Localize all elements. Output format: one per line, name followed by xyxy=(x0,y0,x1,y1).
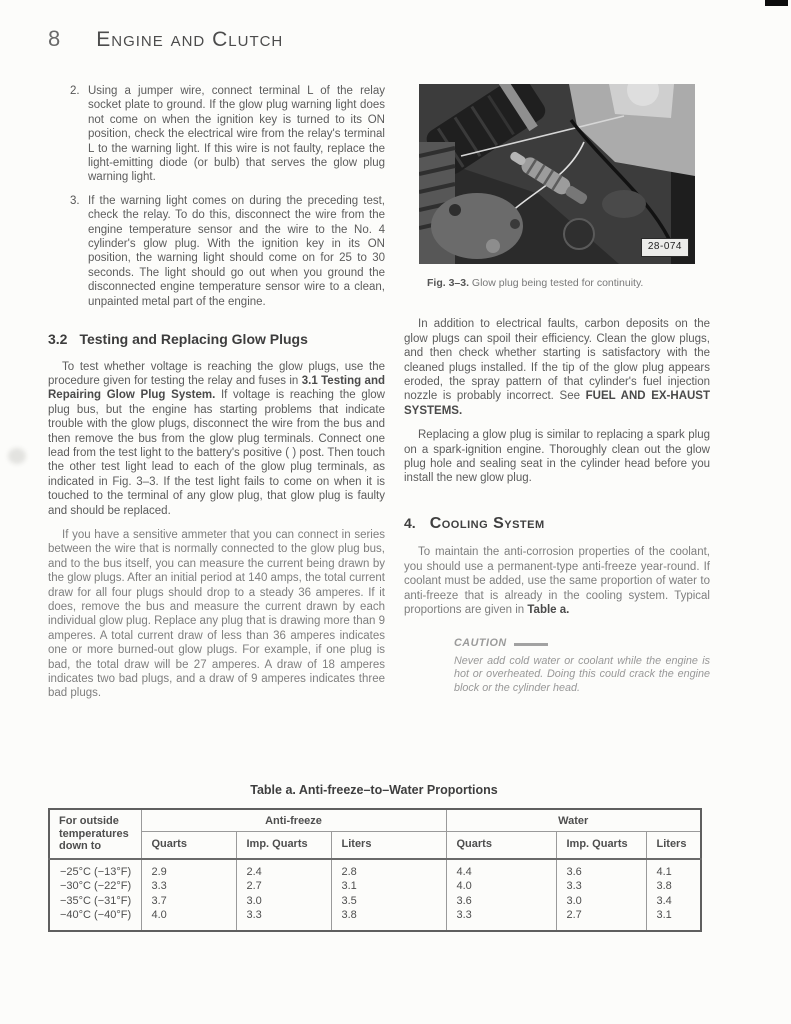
value-cell: 4.1 xyxy=(646,859,701,880)
list-item xyxy=(70,84,385,185)
paragraph: Replacing a glow plug is similar to replacing a spark plug on a spark-ignition engine. Thoroughly clean out the glow plug hole and sealing seat in the cylinder head before you install the new glow plug. xyxy=(404,429,710,485)
temperature-cell: −25°C (−13°F) xyxy=(49,859,141,880)
table-row xyxy=(49,859,701,880)
value-cell: 3.6 xyxy=(446,894,556,909)
column-header-temperatures: For outside temperatures down to xyxy=(49,809,141,859)
value-cell: 3.3 xyxy=(236,908,331,931)
value-cell: 3.1 xyxy=(331,879,446,894)
value-cell: 4.4 xyxy=(446,859,556,880)
value-cell: 3.3 xyxy=(141,879,236,894)
value-cell: 4.0 xyxy=(446,879,556,894)
column-header-imp-quarts: Imp. Quarts xyxy=(556,832,646,859)
list-item xyxy=(70,194,385,309)
section-number: 3.2 xyxy=(48,331,68,348)
paragraph: To maintain the anti-corrosion properties of the coolant, you should use a permanent-type anti-freeze year-round. If coolant must be added, use the same proportion of water to anti-freeze that is already in the cooling system. Typical proportions are given in Table a. xyxy=(404,546,710,616)
value-cell: 3.0 xyxy=(556,894,646,909)
paragraph: In addition to electrical faults, carbon deposits on the glow plugs can spoil their efficiency. Clean the glow plugs, and then check whether starting is satisfactory with the cleaned plugs installed. If the tip of the glow plug appears eroded, the spray pattern of that cylinder's fuel injection nozzle is probably incorrect. See FUEL AND EX‑HAUST SYSTEMS. xyxy=(404,318,710,417)
list-item-text: If the warning light comes on during the preceding test, check the relay. To do this, disconnect the wire from the engine temperature sensor and the wire to the No. 4 cylinder's glow plug. With the ignition key in its ON position, the warning light should come on for 25 to 30 seconds. The light should go out when you ground the disconnected engine temperature sensor wire to a clean, unpainted metal part of the engine. xyxy=(88,194,385,308)
value-cell: 3.3 xyxy=(556,879,646,894)
list-item-number: 2. xyxy=(70,85,80,97)
column-header-quarts: Quarts xyxy=(446,832,556,859)
temperature-cell: −35°C (−31°F) xyxy=(60,894,132,907)
group-header-water: Water xyxy=(446,809,701,832)
table-title: Table a. Anti-freeze–to–Water Proportions xyxy=(250,783,498,797)
table-row xyxy=(49,908,701,931)
value-cell: 2.9 xyxy=(141,859,236,880)
list-item-number: 3. xyxy=(70,194,80,207)
table-row xyxy=(49,894,701,909)
value-cell: 3.6 xyxy=(556,859,646,880)
table-a-block xyxy=(48,783,700,932)
value-cell: 3.0 xyxy=(236,894,331,909)
figure-number: Fig. 3–3. xyxy=(427,277,470,289)
paragraph: If you have a sensitive ammeter that you can connect in series between the wire that is normally connected to the glow plug bus, and to the bus itself, you can measure the current being drawn by the glow plugs. After an initial period at 140 amps, the total current draw for all four plugs should drop to a steady 36 amperes. If it does, remove the bus and measure the current drawn by each individual glow plug. Replace any plug that is drawing more than 9 amperes. A total current draw of less than 36 amperes indicates one or more burned-out glow plugs. For example, if one plug is bad, the total draw will be 27 amperes. A draw of 18 amperes indicates two bad plugs, and a draw of 9 amperes indicates three bad plugs. xyxy=(48,528,385,700)
value-cell: 3.3 xyxy=(446,908,556,931)
engine-photo xyxy=(419,84,695,264)
group-header-antifreeze: Anti-freeze xyxy=(141,809,446,832)
scan-corner-mark xyxy=(765,0,788,6)
section-title: Cooling System xyxy=(429,514,545,532)
photo-id-label: 28-074 xyxy=(641,238,689,257)
caution-text: Never add cold water or coolant while the engine is hot or overheated. Doing this could crack the engine block or the cylinder head. xyxy=(454,654,710,694)
value-cell: 4.0 xyxy=(141,908,236,931)
figure-3-3 xyxy=(419,84,695,290)
figure-caption-text: Glow plug being tested for continuity. xyxy=(469,277,644,289)
value-cell: 3.5 xyxy=(331,894,446,909)
section-title: Testing and Replacing Glow Plugs xyxy=(79,331,308,348)
list-item-text: Using a jumper wire, connect terminal L of the relay socket plate to ground. If the glow plug warning light does not come on when the ignition key is turned to its ON position, check the electrical wire from the relay's terminal L to the warning light. If this wire is not faulty, replace the light-emitting diode (or bulb) that serves the glow plug warning light. xyxy=(88,85,385,184)
value-cell: 2.7 xyxy=(556,908,646,931)
section-heading-3-2 xyxy=(48,332,385,346)
value-cell: 3.4 xyxy=(646,894,701,909)
column-header-liters: Liters xyxy=(646,832,701,859)
value-cell: 3.8 xyxy=(331,908,446,931)
page-header xyxy=(48,26,283,52)
value-cell: 3.7 xyxy=(141,894,236,909)
column-header-liters: Liters xyxy=(331,832,446,859)
caution-label: CAUTION xyxy=(454,637,507,650)
left-column xyxy=(48,84,385,701)
table-body xyxy=(49,859,701,931)
scan-smudge xyxy=(8,448,26,464)
caution-heading xyxy=(454,637,710,651)
figure-caption xyxy=(427,276,695,290)
right-column xyxy=(404,84,710,695)
value-cell: 2.8 xyxy=(331,859,446,880)
section-number: 4. xyxy=(404,514,416,531)
value-cell: 3.8 xyxy=(646,879,701,894)
column-header-imp-quarts: Imp. Quarts xyxy=(236,832,331,859)
temperature-cell: −40°C (−40°F) xyxy=(60,909,132,921)
antifreeze-table xyxy=(48,808,702,932)
paragraph: To test whether voltage is reaching the glow plugs, use the procedure given for testing the relay and fuses in 3.1 Testing and Repairing Glow Plug System. If voltage is reaching the glow plug bus, but the engine has starting problems that indicate trouble with the glow plugs, disconnect the wire from the bus and then remove the bus from the glow plug terminals. Connect one lead from the test light to the battery's positive ( ) post. Then touch the other test light lead to each of the glow plug terminals, as indicated in Fig. 3–3. If the test light fails to come on when it is touched to the terminal of any glow plug, that glow plug is faulty and should be replaced. xyxy=(48,360,386,517)
section-heading-4 xyxy=(404,516,710,531)
page-number: 8 xyxy=(48,26,61,51)
caution-block xyxy=(454,637,710,695)
value-cell: 2.4 xyxy=(236,859,331,880)
caution-dash xyxy=(514,643,548,646)
table-row xyxy=(49,879,701,894)
page-title: Engine and Clutch xyxy=(96,28,284,51)
value-cell: 3.1 xyxy=(646,908,701,931)
temperature-cell: −30°C (−22°F) xyxy=(60,880,132,892)
value-cell: 2.7 xyxy=(236,879,331,894)
column-header-quarts: Quarts xyxy=(151,838,187,851)
